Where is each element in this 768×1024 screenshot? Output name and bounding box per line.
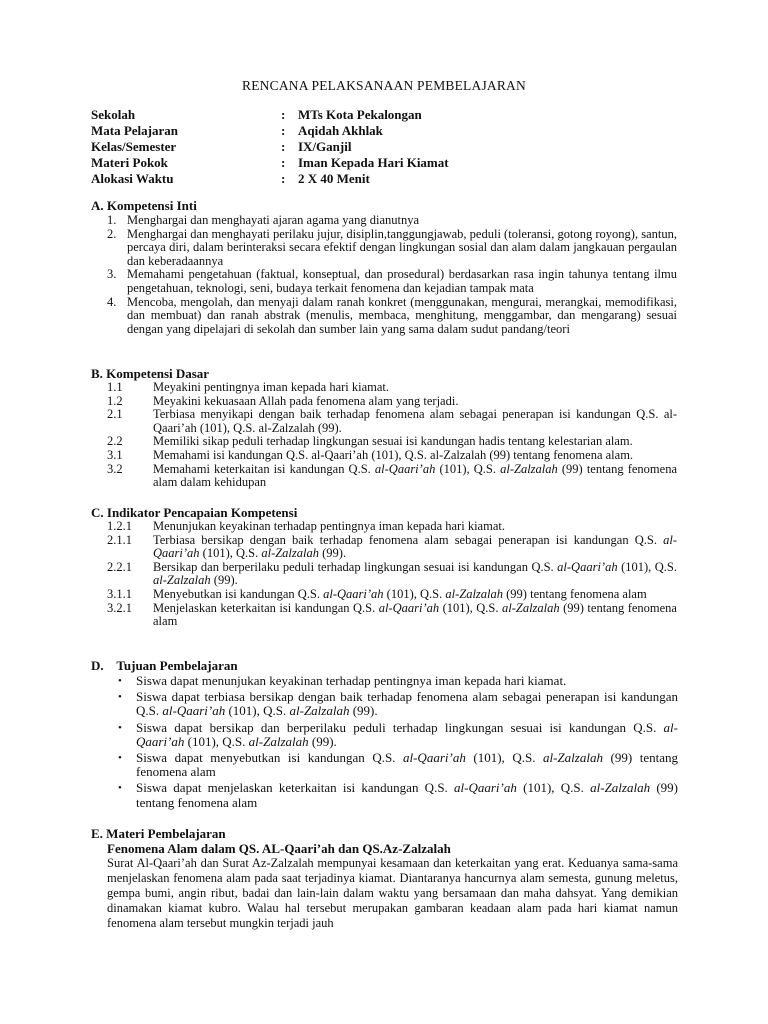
- item-text-pre: Bersikap dan berperilaku peduli terhadap lingkungan sesuai isi kandungan Q.S.: [153, 559, 558, 574]
- item-number: 4.: [107, 294, 117, 309]
- bullet-icon: •: [118, 721, 122, 734]
- info-colon: :: [281, 171, 286, 186]
- item-text-mid: (101), Q.S.: [439, 600, 502, 615]
- item-text-post: (99).: [308, 733, 337, 749]
- item-text-pre: Siswa dapat menjelaskan keterkaitan isi kandungan Q.S.: [136, 780, 455, 796]
- item-number: 2.2.1: [107, 559, 132, 574]
- info-row-alokasi-waktu: [91, 171, 691, 187]
- item-number: 2.1.1: [107, 532, 132, 547]
- list-item: [116, 781, 678, 809]
- item-text: Memahami pengetahuan (faktual, konseptual, dan prosedural) berdasarkan rasa ingin tahunya tentang ilmu pengetahuan, teknologi, seni, budaya terkait fenomena dan kejadian tampak mata: [127, 267, 677, 295]
- item-text-mid: (101), Q.S.: [465, 750, 544, 766]
- item-text-mid: (101), Q.S.: [184, 733, 249, 749]
- surah-name: al-Qaari’ah: [557, 559, 618, 574]
- section-heading-tujuan: D. Tujuan Pembelajaran: [91, 658, 238, 673]
- list-item: [107, 381, 677, 395]
- item-text-mid: (101), Q.S.: [225, 703, 290, 719]
- list-item: [107, 268, 677, 295]
- list-item: [107, 228, 677, 269]
- kompetensi-inti-list: [107, 214, 677, 336]
- item-text-mid: (101), Q.S.: [199, 546, 262, 561]
- item-number: 1.: [107, 213, 117, 227]
- item-number: 3.1.1: [107, 586, 132, 601]
- info-value: MTs Kota Pekalongan: [298, 107, 422, 122]
- list-item: [107, 214, 677, 228]
- item-text: Menghargai dan menghayati ajaran agama yang dianutnya: [127, 213, 420, 227]
- surah-name: al-Qaari’ah: [402, 750, 466, 766]
- list-item: [107, 602, 677, 629]
- info-label: Materi Pokok: [91, 155, 168, 170]
- list-item: [116, 690, 678, 718]
- item-number: 3.2: [107, 461, 123, 476]
- surah-name: al-Qaari’ah: [374, 461, 436, 476]
- info-row-materi-pokok: [91, 155, 691, 171]
- list-item: [107, 296, 677, 337]
- item-text: Meyakini pentingnya iman kepada hari kiamat.: [153, 380, 390, 394]
- info-row-kelas-semester: [91, 139, 691, 155]
- item-number: 1.1: [107, 380, 123, 394]
- item-number: 2.: [107, 226, 117, 241]
- item-number: 1.2: [107, 393, 123, 408]
- info-value: Aqidah Akhlak: [298, 123, 383, 138]
- surah-name: al-Zalzalah: [590, 780, 651, 796]
- item-text-pre: Terbiasa bersikap dengan baik terhadap fenomena alam sebagai penerapan isi kandungan Q.S.: [153, 532, 664, 547]
- item-number: 1.2.1: [107, 519, 132, 533]
- surah-name: al-Zalzalah: [543, 750, 603, 766]
- materi-paragraph: Surat Al-Qaari’ah dan Surat Az-Zalzalah mempunyai kesamaan dan keterkaitan yang erat. Keduanya sama-sama menjelaskan fenomena alam pada saat terjadinya kiamat. Diantaranya hancurnya alam semesta, gunung meletus, gempa bumi, angin ribut, badai dan lain-lain dalam waktu yang bersamaan dan maha dahsyat. Yang demikian dinamakan kiamat kubro. Walau hal tersebut merupakan gambaran keadaan alam pada hari kiamat namun fenomena alam tersebut mungkin terjadi jauh: [107, 856, 678, 930]
- info-row-mata-pelajaran: [91, 123, 691, 139]
- list-item: [107, 449, 677, 463]
- item-text: Meyakini kekuasaan Allah pada fenomena alam yang terjadi.: [153, 393, 459, 408]
- info-value: Iman Kepada Hari Kiamat: [298, 155, 449, 170]
- item-text-pre: Siswa dapat menunjukan keyakinan terhadap pentingnya iman kepada hari kiamat.: [136, 673, 567, 688]
- identity-table: [91, 107, 691, 187]
- item-text: Memiliki sikap peduli terhadap lingkungan sesuai isi kandungan hadis tentang kelestarian alam.: [153, 434, 633, 449]
- info-value: IX/Ganjil: [298, 139, 352, 154]
- list-item: [107, 408, 677, 435]
- section-heading-kompetensi-dasar: B. Kompetensi Dasar: [91, 366, 210, 381]
- item-number: 2.1: [107, 407, 123, 422]
- item-number: 3.1: [107, 447, 123, 462]
- list-item: [116, 721, 678, 749]
- item-text-pre: Siswa dapat bersikap dan berperilaku peduli terhadap lingkungan sesuai isi kandungan Q.S.: [136, 719, 664, 735]
- item-text: Memahami isi kandungan Q.S. al-Qaari’ah (101), Q.S. al-Zalzalah (99) tentang fenomena alam.: [153, 447, 634, 462]
- indikator-list: [107, 520, 677, 629]
- info-value: 2 X 40 Menit: [298, 171, 370, 186]
- surah-name: al-Qaari’ah: [454, 780, 517, 796]
- surah-name: al-Zalzalah: [248, 733, 309, 749]
- section-heading-kompetensi-inti: A. Kompetensi Inti: [91, 198, 197, 213]
- item-text-post: (99).: [349, 703, 378, 719]
- info-label: Mata Pelajaran: [91, 123, 179, 138]
- item-number: 2.2: [107, 434, 123, 449]
- bullet-icon: •: [118, 752, 122, 765]
- item-text-post: (99) tentang fenomena alam: [153, 600, 677, 629]
- list-item: [107, 435, 677, 449]
- surah-name: al-Qaari’ah: [136, 719, 678, 749]
- list-item: [107, 520, 677, 534]
- surah-name: al-Qaari’ah: [378, 600, 440, 615]
- surah-name: al-Qaari’ah: [162, 703, 226, 719]
- info-row-sekolah: [91, 107, 691, 123]
- info-colon: :: [281, 107, 286, 122]
- item-text-post: (99) tentang fenomena alam dalam kehidupan: [153, 461, 677, 490]
- info-colon: :: [281, 123, 286, 138]
- list-item: [107, 534, 677, 561]
- info-label: Alokasi Waktu: [91, 171, 174, 186]
- item-text-post: (99) tentang fenomena alam: [136, 780, 679, 810]
- surah-name: al-Qaari’ah: [153, 532, 677, 561]
- item-number: 3.: [107, 267, 117, 282]
- item-text-mid: (101), Q.S.: [516, 780, 591, 796]
- bullet-icon: •: [118, 782, 122, 795]
- surah-name: al-Qaari’ah: [323, 586, 384, 601]
- item-text: Mencoba, mengolah, dan menyaji dalam ranah konkret (menggunakan, mengurai, merangkai, memodifikasi, dan membuat) dan ranah abstrak (menulis, membaca, menghitung, menggambar, dan mengarang) sesuai dengan yang dipelajari di sekolah dan sumber lain yang sama dalam sudut pandang/teori: [127, 294, 677, 336]
- item-text-post: (99).: [319, 546, 347, 561]
- item-text-mid: (101), Q.S.: [617, 559, 677, 574]
- item-text-pre: Memahami keterkaitan isi kandungan Q.S.: [153, 461, 375, 476]
- item-text-pre: Siswa dapat menyebutkan isi kandungan Q.S.: [136, 750, 403, 766]
- surah-name: al-Zalzalah: [500, 461, 558, 476]
- list-item: [107, 588, 677, 602]
- item-text-post: (99) tentang fenomena alam: [136, 750, 679, 780]
- bullet-icon: •: [118, 691, 122, 704]
- tujuan-list: [116, 674, 678, 812]
- surah-name: al-Zalzalah: [501, 600, 560, 615]
- section-heading-materi: E. Materi Pembelajaran: [91, 826, 226, 841]
- bullet-icon: •: [118, 675, 122, 687]
- info-label: Sekolah: [91, 107, 136, 122]
- list-item: [107, 561, 677, 588]
- item-text-pre: Menunjukan keyakinan terhadap pentingnya iman kepada hari kiamat.: [153, 519, 505, 533]
- item-text-mid: (101), Q.S.: [435, 461, 501, 476]
- item-text-post: (99).: [210, 573, 238, 588]
- item-number: 3.2.1: [107, 600, 132, 615]
- materi-subheading: Fenomena Alam dalam QS. AL-Qaari’ah dan QS.Az-Zalzalah: [107, 841, 451, 856]
- list-item: [116, 674, 678, 688]
- info-colon: :: [281, 155, 286, 170]
- list-item: [107, 463, 677, 490]
- surah-name: al-Zalzalah: [289, 703, 350, 719]
- list-item: [116, 751, 678, 779]
- section-heading-indikator: C. Indikator Pencapaian Kompetensi: [91, 505, 298, 520]
- info-colon: :: [281, 139, 286, 154]
- item-text: Terbiasa menyikapi dengan baik terhadap fenomena alam sebagai penerapan isi kandungan Q.S. al-Qaari’ah (101), Q.S. al-Zalzalah (99).: [153, 407, 677, 435]
- kompetensi-dasar-list: [107, 381, 677, 490]
- surah-name: al-Zalzalah: [261, 546, 319, 561]
- list-item: [107, 395, 677, 409]
- item-text: Menghargai dan menghayati perilaku jujur, disiplin,tanggungjawab, peduli (toleransi, gotong royong), santun, percaya diri, dalam berinteraksi secara efektif dengan lingkungan sosial dan alam dalam jangkauan pergaulan dan keberadaannya: [127, 226, 677, 268]
- document-title: RENCANA PELAKSANAAN PEMBELAJARAN: [242, 78, 526, 93]
- item-text-post: (99) tentang fenomena alam: [503, 586, 647, 601]
- surah-name: al-Zalzalah: [153, 573, 211, 588]
- item-text-pre: Siswa dapat terbiasa bersikap dengan baik terhadap fenomena alam sebagai penerapan isi kandungan Q.S.: [136, 689, 678, 719]
- item-text-mid: (101), Q.S.: [383, 586, 446, 601]
- item-text-pre: Menyebutkan isi kandungan Q.S.: [153, 586, 324, 601]
- info-label: Kelas/Semester: [91, 139, 177, 154]
- item-text-pre: Menjelaskan keterkaitan isi kandungan Q.S.: [153, 600, 379, 615]
- surah-name: al-Zalzalah: [445, 586, 504, 601]
